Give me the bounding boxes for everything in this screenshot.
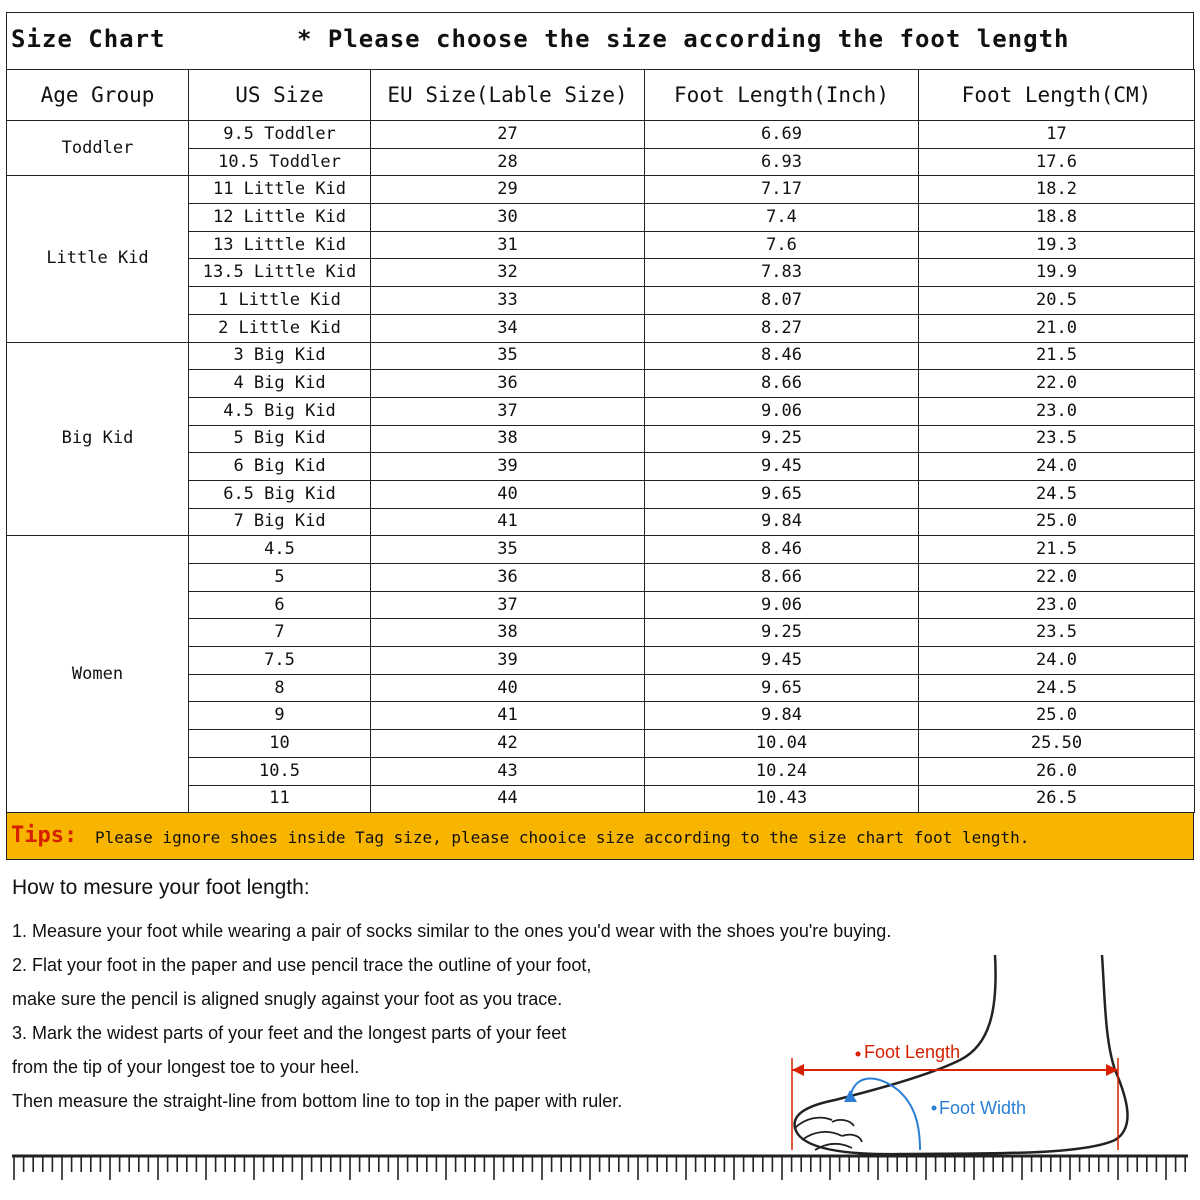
column-header-us-size: US Size: [189, 70, 371, 121]
foot-length-inch-cell: 9.84: [645, 508, 919, 536]
us-size-cell: 6: [189, 591, 371, 619]
eu-size-cell: 41: [371, 702, 645, 730]
foot-length-inch-cell: 8.27: [645, 314, 919, 342]
foot-length-inch-cell: 10.04: [645, 730, 919, 758]
us-size-cell: 13.5 Little Kid: [189, 259, 371, 287]
foot-diagram: [780, 950, 1160, 1160]
size-chart: [6, 12, 1194, 860]
tips-text: Please ignore shoes inside Tag size, please chooice size according to the size chart foot length.: [95, 828, 1030, 848]
column-header-foot-length-inch: Foot Length(Inch): [645, 70, 919, 121]
foot-length-inch-cell: 9.65: [645, 480, 919, 508]
column-header-age-group: Age Group: [7, 70, 189, 121]
eu-size-cell: 43: [371, 757, 645, 785]
foot-length-inch-cell: 6.69: [645, 121, 919, 149]
eu-size-cell: 34: [371, 314, 645, 342]
foot-length-inch-cell: 7.6: [645, 231, 919, 259]
table-row: [7, 176, 1195, 204]
age-group-cell: Toddler: [7, 121, 189, 176]
foot-length-cm-cell: 25.0: [919, 508, 1195, 536]
us-size-cell: 9.5 Toddler: [189, 121, 371, 149]
foot-length-cm-cell: 23.5: [919, 425, 1195, 453]
foot-length-cm-cell: 19.9: [919, 259, 1195, 287]
eu-size-cell: 40: [371, 674, 645, 702]
foot-length-cm-cell: 23.5: [919, 619, 1195, 647]
column-header-eu-size: EU Size(Lable Size): [371, 70, 645, 121]
foot-width-label: Foot Width: [939, 1098, 1027, 1118]
foot-width-dot: [932, 1106, 937, 1111]
column-header-foot-length-cm: Foot Length(CM): [919, 70, 1195, 121]
eu-size-cell: 41: [371, 508, 645, 536]
us-size-cell: 11: [189, 785, 371, 813]
eu-size-cell: 38: [371, 425, 645, 453]
foot-length-cm-cell: 22.0: [919, 370, 1195, 398]
eu-size-cell: 39: [371, 453, 645, 481]
eu-size-cell: 27: [371, 121, 645, 149]
eu-size-cell: 35: [371, 536, 645, 564]
eu-size-cell: 40: [371, 480, 645, 508]
eu-size-cell: 30: [371, 204, 645, 232]
foot-length-cm-cell: 21.5: [919, 342, 1195, 370]
us-size-cell: 10.5 Toddler: [189, 148, 371, 176]
us-size-cell: 2 Little Kid: [189, 314, 371, 342]
eu-size-cell: 37: [371, 397, 645, 425]
ruler-ticks: [14, 1156, 1185, 1180]
eu-size-cell: 42: [371, 730, 645, 758]
toes-outline: [795, 1118, 862, 1150]
eu-size-cell: 29: [371, 176, 645, 204]
foot-length-cm-cell: 26.0: [919, 757, 1195, 785]
foot-length-inch-cell: 8.46: [645, 536, 919, 564]
chart-subtitle: * Please choose the size according the foot length: [297, 25, 1070, 53]
chart-title: Size Chart: [11, 25, 166, 53]
foot-length-cm-cell: 24.0: [919, 647, 1195, 675]
foot-length-inch-cell: 9.06: [645, 591, 919, 619]
table-row: [7, 342, 1195, 370]
instruction-line: Then measure the straight-line from bottom line to top in the paper with ruler.: [12, 1091, 623, 1111]
eu-size-cell: 39: [371, 647, 645, 675]
foot-length-inch-cell: 7.17: [645, 176, 919, 204]
foot-length-dot: [856, 1052, 861, 1057]
foot-length-cm-cell: 23.0: [919, 591, 1195, 619]
us-size-cell: 4.5: [189, 536, 371, 564]
instruction-line: 1. Measure your foot while wearing a pair of socks similar to the ones you'd wear with the shoes you're buying.: [12, 921, 892, 941]
us-size-cell: 9: [189, 702, 371, 730]
foot-length-cm-cell: 25.0: [919, 702, 1195, 730]
foot-length-inch-cell: 8.07: [645, 287, 919, 315]
foot-length-inch-cell: 7.4: [645, 204, 919, 232]
eu-size-cell: 36: [371, 370, 645, 398]
how-to-title: How to mesure your foot length:: [12, 876, 310, 899]
foot-length-inch-cell: 8.66: [645, 370, 919, 398]
foot-length-cm-cell: 25.50: [919, 730, 1195, 758]
eu-size-cell: 31: [371, 231, 645, 259]
eu-size-cell: 32: [371, 259, 645, 287]
table-row: [7, 121, 1195, 149]
age-group-cell: Women: [7, 536, 189, 813]
foot-length-inch-cell: 8.66: [645, 564, 919, 592]
foot-length-inch-cell: 10.24: [645, 757, 919, 785]
us-size-cell: 4 Big Kid: [189, 370, 371, 398]
foot-length-cm-cell: 24.0: [919, 453, 1195, 481]
eu-size-cell: 28: [371, 148, 645, 176]
foot-length-cm-cell: 17.6: [919, 148, 1195, 176]
foot-length-inch-cell: 9.45: [645, 647, 919, 675]
tips-label: Tips:: [11, 823, 78, 849]
chart-header: [6, 12, 1194, 69]
foot-length-inch-cell: 10.43: [645, 785, 919, 813]
eu-size-cell: 35: [371, 342, 645, 370]
us-size-cell: 7 Big Kid: [189, 508, 371, 536]
foot-length-cm-cell: 26.5: [919, 785, 1195, 813]
eu-size-cell: 36: [371, 564, 645, 592]
size-table: [6, 69, 1195, 813]
instruction-line: 2. Flat your foot in the paper and use pencil trace the outline of your foot,: [12, 955, 592, 975]
eu-size-cell: 37: [371, 591, 645, 619]
foot-length-cm-cell: 18.8: [919, 204, 1195, 232]
foot-length-inch-cell: 9.45: [645, 453, 919, 481]
tips-banner: [6, 813, 1194, 860]
us-size-cell: 12 Little Kid: [189, 204, 371, 232]
us-size-cell: 5: [189, 564, 371, 592]
foot-length-inch-cell: 9.65: [645, 674, 919, 702]
us-size-cell: 10.5: [189, 757, 371, 785]
us-size-cell: 5 Big Kid: [189, 425, 371, 453]
table-body: [7, 121, 1195, 813]
foot-length-cm-cell: 24.5: [919, 674, 1195, 702]
foot-length-inch-cell: 9.25: [645, 425, 919, 453]
foot-length-cm-cell: 19.3: [919, 231, 1195, 259]
foot-length-inch-cell: 9.25: [645, 619, 919, 647]
us-size-cell: 11 Little Kid: [189, 176, 371, 204]
foot-length-inch-cell: 6.93: [645, 148, 919, 176]
us-size-cell: 13 Little Kid: [189, 231, 371, 259]
age-group-cell: Big Kid: [7, 342, 189, 536]
foot-length-label: Foot Length: [864, 1042, 961, 1062]
us-size-cell: 6.5 Big Kid: [189, 480, 371, 508]
foot-length-cm-cell: 20.5: [919, 287, 1195, 315]
foot-length-inch-cell: 8.46: [645, 342, 919, 370]
foot-length-inch-cell: 7.83: [645, 259, 919, 287]
eu-size-cell: 33: [371, 287, 645, 315]
foot-length-cm-cell: 23.0: [919, 397, 1195, 425]
eu-size-cell: 38: [371, 619, 645, 647]
us-size-cell: 8: [189, 674, 371, 702]
age-group-cell: Little Kid: [7, 176, 189, 342]
instruction-line: 3. Mark the widest parts of your feet and the longest parts of your feet: [12, 1023, 567, 1043]
us-size-cell: 6 Big Kid: [189, 453, 371, 481]
foot-length-cm-cell: 17: [919, 121, 1195, 149]
table-header-row: [7, 70, 1195, 121]
instruction-line: make sure the pencil is aligned snugly against your foot as you trace.: [12, 989, 563, 1009]
us-size-cell: 1 Little Kid: [189, 287, 371, 315]
us-size-cell: 3 Big Kid: [189, 342, 371, 370]
ruler-graphic: [12, 1150, 1188, 1184]
foot-outline: [795, 955, 1128, 1154]
foot-length-cm-cell: 18.2: [919, 176, 1195, 204]
us-size-cell: 7.5: [189, 647, 371, 675]
foot-length-cm-cell: 21.0: [919, 314, 1195, 342]
table-row: [7, 536, 1195, 564]
us-size-cell: 4.5 Big Kid: [189, 397, 371, 425]
foot-length-inch-cell: 9.06: [645, 397, 919, 425]
foot-length-cm-cell: 24.5: [919, 480, 1195, 508]
eu-size-cell: 44: [371, 785, 645, 813]
us-size-cell: 10: [189, 730, 371, 758]
foot-length-cm-cell: 21.5: [919, 536, 1195, 564]
foot-length-inch-cell: 9.84: [645, 702, 919, 730]
foot-length-arrowhead-left: [792, 1064, 804, 1076]
us-size-cell: 7: [189, 619, 371, 647]
foot-length-cm-cell: 22.0: [919, 564, 1195, 592]
instruction-line: from the tip of your longest toe to your heel.: [12, 1057, 360, 1077]
